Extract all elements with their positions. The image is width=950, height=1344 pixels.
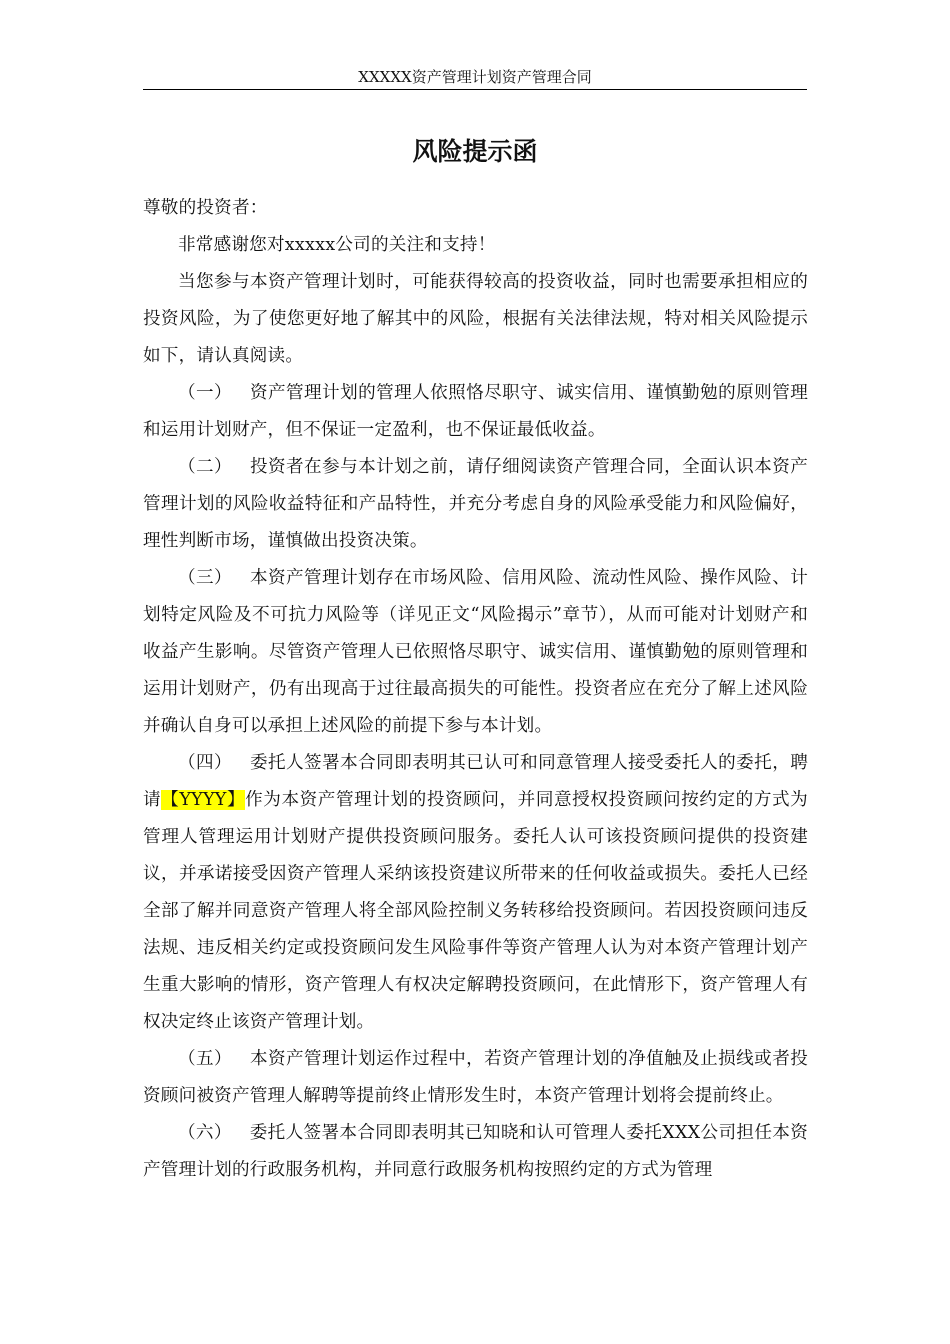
item-label: （四）: [178, 753, 233, 773]
risk-item-3: [143, 560, 808, 745]
item-label: （六）: [178, 1123, 232, 1143]
intro-paragraph: 当您参与本资产管理计划时，可能获得较高的投资收益，同时也需要承担相应的投资风险，为了使您更好地了解其中的风险，根据有关法律法规，特对相关风险提示如下，请认真阅读。: [143, 272, 808, 366]
highlighted-advisor-name: 【YYYY】: [161, 790, 246, 810]
item-text-after: 作为本资产管理计划的投资顾问，并同意授权投资顾问按约定的方式为管理人管理运用计划财产提供投资顾问服务。委托人认可该投资顾问提供的投资建议，并承诺接受因资产管理人采纳该投资建议所带来的任何收益或损失。委托人已经全部了解并同意资产管理人将全部风险控制义务转移给投资顾问。若因投资顾问违反法规、违反相关约定或投资顾问发生风险事件等资产管理人认为对本资产管理计划产生重大影响的情形，资产管理人有权决定解聘投资顾问，在此情形下，资产管理人有权决定终止该资产管理计划。: [143, 790, 808, 1032]
item-text: 本资产管理计划运作过程中，若资产管理计划的净值触及止损线或者投资顾问被资产管理人解聘等提前终止情形发生时，本资产管理计划将会提前终止。: [143, 1049, 808, 1106]
risk-item-6: [143, 1115, 808, 1189]
item-text-before: 委托人签署本合同即表明其已认可和同意管理人接受委托人的委托，聘请: [143, 753, 808, 810]
item-label: （一）: [178, 383, 233, 403]
page-header: XXXXX资产管理计划资产管理合同: [358, 68, 592, 86]
item-label: （三）: [178, 568, 233, 588]
salutation: 尊敬的投资者：: [143, 198, 268, 218]
risk-item-4: [143, 745, 808, 1041]
item-text: 委托人签署本合同即表明其已知晓和认可管理人委托XXX公司担任本资产管理计划的行政服务机构，并同意行政服务机构按照约定的方式为管理: [143, 1123, 808, 1180]
item-label: （二）: [178, 457, 233, 477]
risk-item-1: [143, 375, 808, 449]
thanks-paragraph: 非常感谢您对xxxxx公司的关注和支持！: [178, 235, 496, 255]
letter-body: [143, 190, 808, 1189]
item-text: 本资产管理计划存在市场风险、信用风险、流动性风险、操作风险、计划特定风险及不可抗力风险等（详见正文“风险揭示”章节），从而可能对计划财产和收益产生影响。尽管资产管理人已依照恪尽职守、诚实信用、谨慎勤勉的原则管理和运用计划财产，仍有出现高于过往最高损失的可能性。投资者应在充分了解上述风险并确认自身可以承担上述风险的前提下参与本计划。: [143, 568, 808, 736]
item-text: 投资者在参与本计划之前，请仔细阅读资产管理合同，全面认识本资产管理计划的风险收益特征和产品特性，并充分考虑自身的风险承受能力和风险偏好，理性判断市场，谨慎做出投资决策。: [143, 457, 808, 551]
risk-item-5: [143, 1041, 808, 1115]
header-rule: [143, 89, 807, 90]
page-title: 风险提示函: [412, 137, 538, 166]
item-text: 资产管理计划的管理人依照恪尽职守、诚实信用、谨慎勤勉的原则管理和运用计划财产，但不保证一定盈利，也不保证最低收益。: [143, 383, 808, 440]
risk-item-2: [143, 449, 808, 560]
item-label: （五）: [178, 1049, 233, 1069]
